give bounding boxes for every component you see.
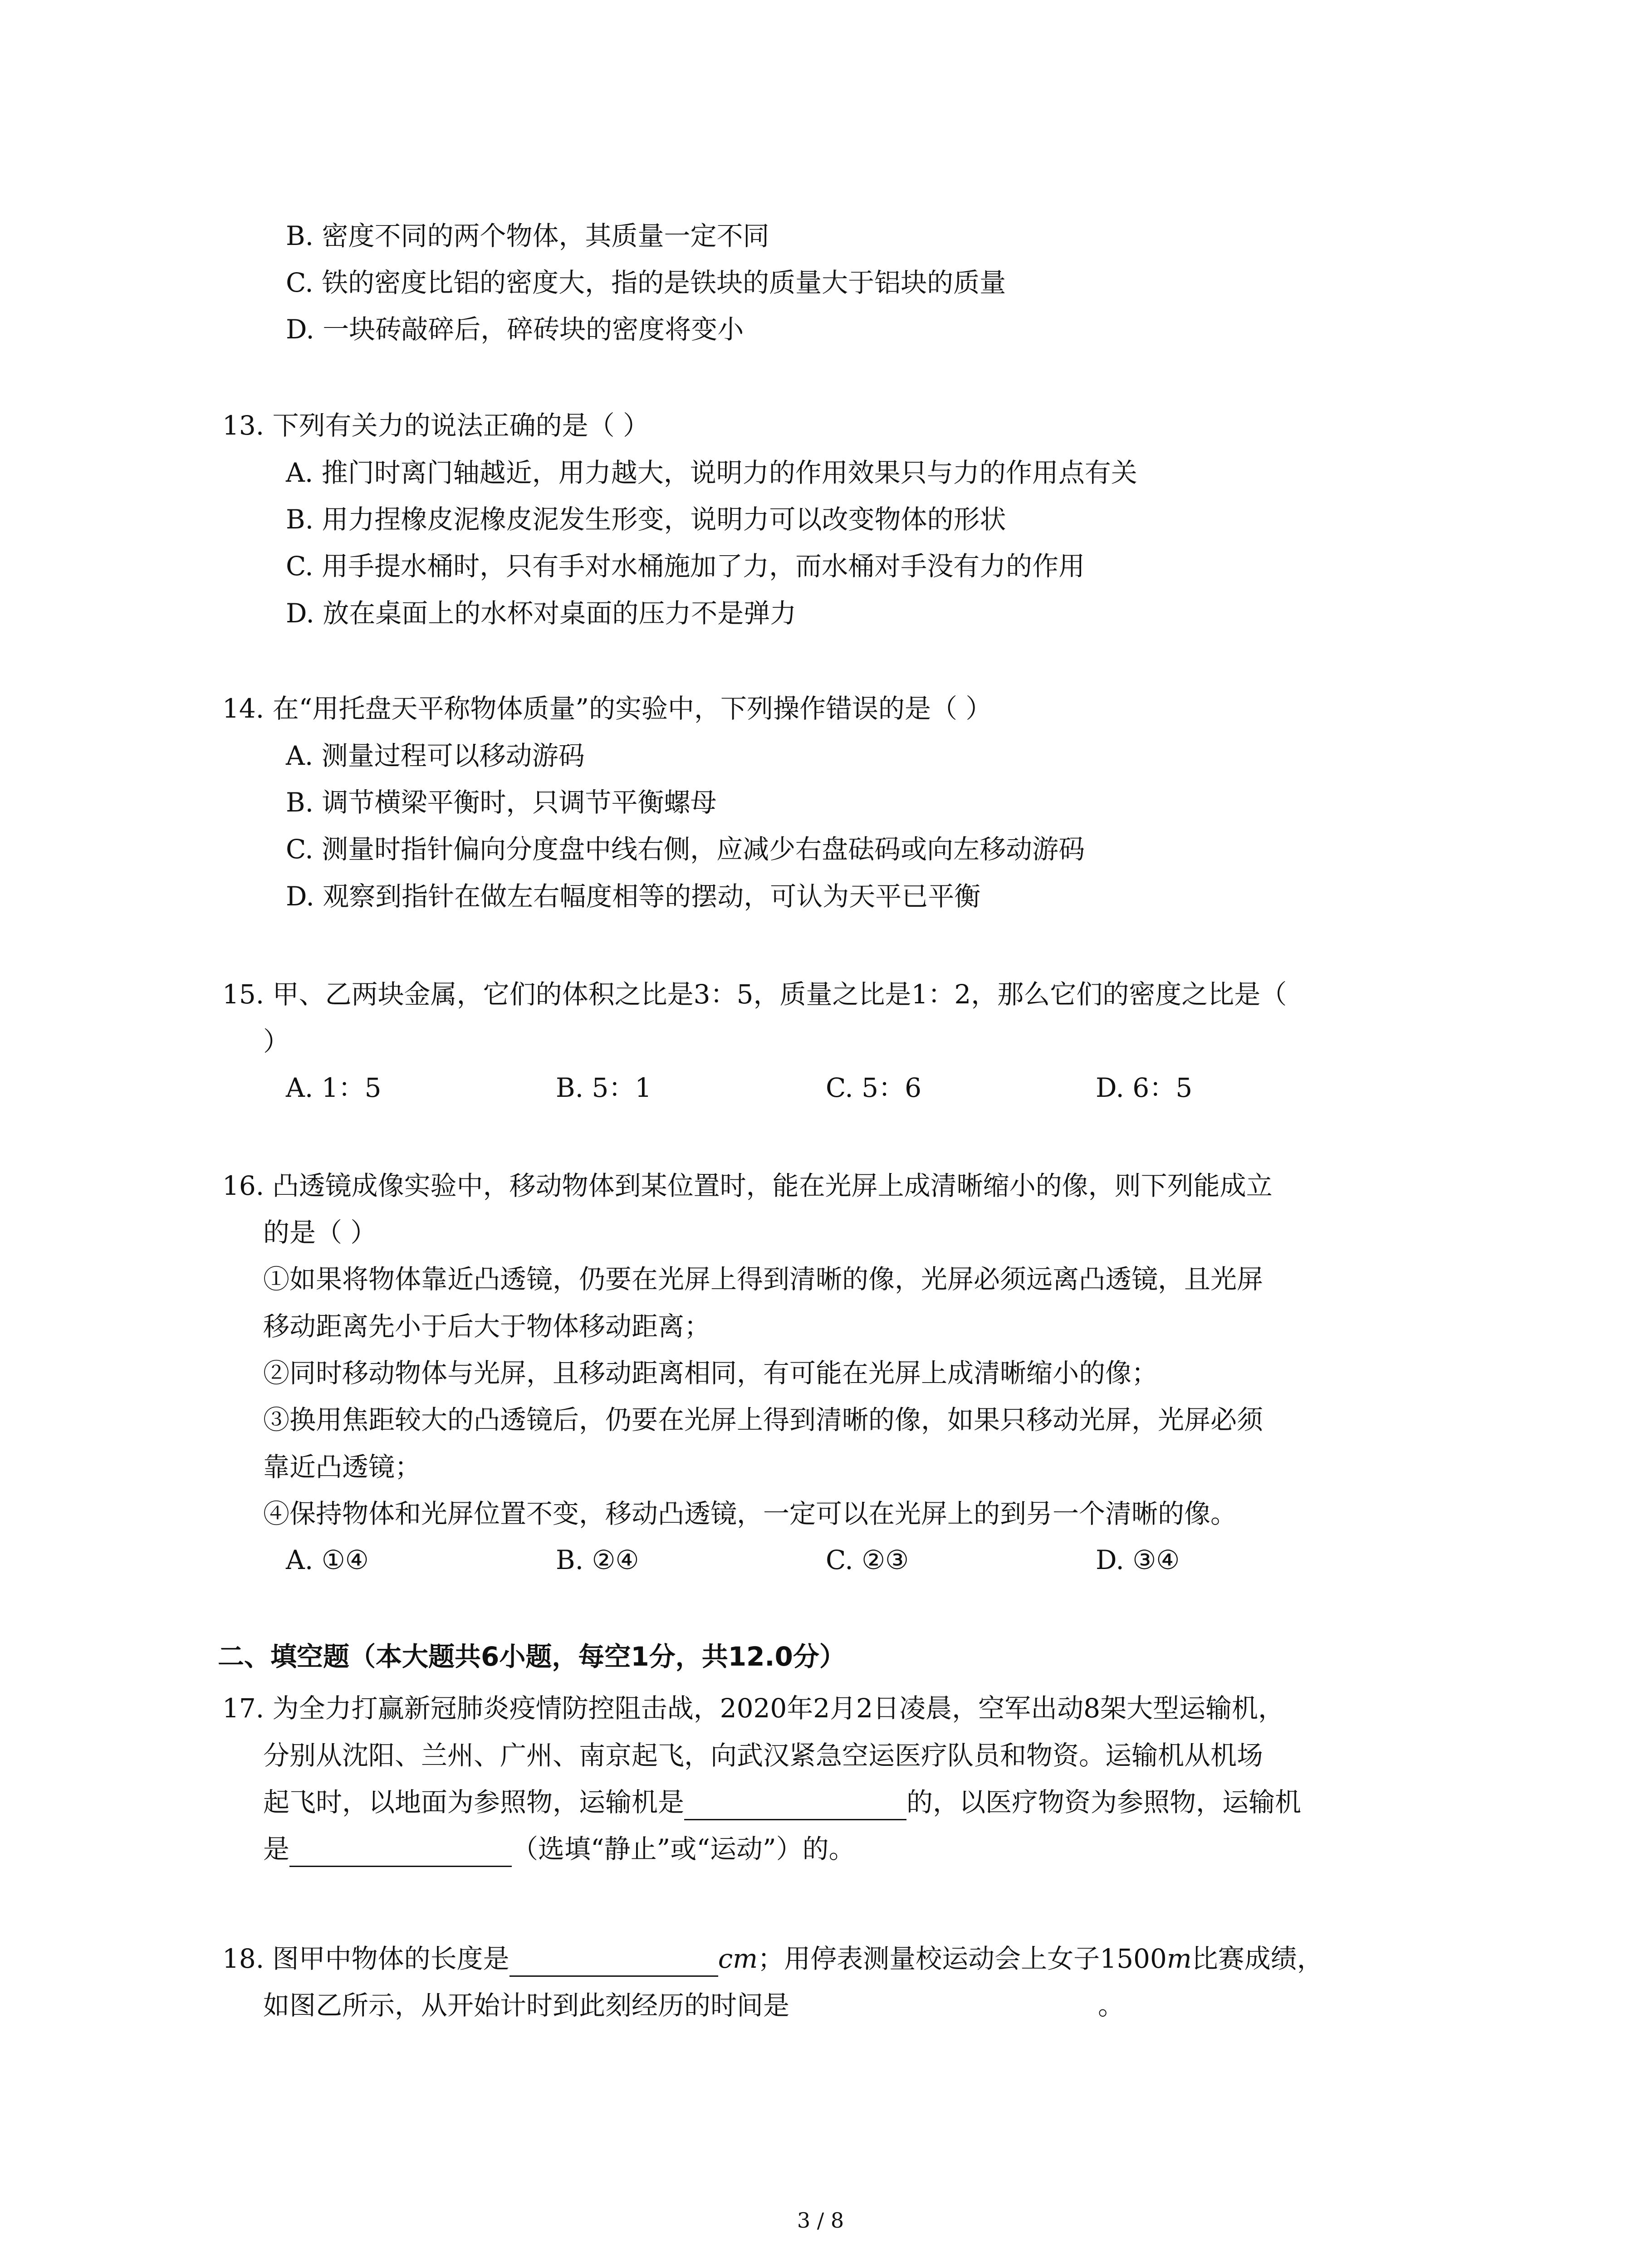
q13-option-c: C. 用手提水桶时，只有手对水桶施加了力，而水桶对手没有力的作用 xyxy=(286,551,1085,582)
q18-unit-cm: cm xyxy=(718,1943,758,1974)
q15-option-c: C. 5：6 xyxy=(826,1072,921,1103)
q13-option-d: D. 放在桌面上的水杯对桌面的压力不是弹力 xyxy=(286,598,797,629)
q16-options xyxy=(0,1542,1641,1578)
q15-option-a: A. 1：5 xyxy=(286,1072,382,1103)
q16-statement-1-line2: 移动距离先小于后大于物体移动距离； xyxy=(263,1311,711,1342)
q14-option-d: D. 观察到指针在做左右幅度相等的摆动，可认为天平已平衡 xyxy=(286,881,981,912)
q17-line3-text-b: 的，以医疗物资为参照物，运输机 xyxy=(906,1787,1302,1818)
q14-option-b: B. 调节横梁平衡时，只调节平衡螺母 xyxy=(286,787,717,818)
q12-option-b: B. 密度不同的两个物体，其质量一定不同 xyxy=(286,220,769,251)
q12-option-c: C. 铁的密度比铝的密度大，指的是铁块的质量大于铝块的质量 xyxy=(286,267,1006,298)
q18-line2 xyxy=(263,1987,1124,2024)
q17-line3-text-a: 起飞时，以地面为参照物，运输机是 xyxy=(263,1787,685,1818)
q16-stem-line1: 16. 凸透镜成像实验中，移动物体到某位置时，能在光屏上成清晰缩小的像，则下列能成立 xyxy=(222,1170,1273,1201)
q17-answer-blank-1[interactable] xyxy=(684,1792,906,1820)
q14-option-a: A. 测量过程可以移动游码 xyxy=(286,740,585,771)
page-number: 3 / 8 xyxy=(797,2208,844,2233)
q18-line1 xyxy=(222,1941,1323,1977)
section-2-title: 二、填空题（本大题共6小题，每空1分，共12.0分） xyxy=(218,1641,846,1672)
q16-option-b: B. ②④ xyxy=(556,1545,639,1575)
q18-answer-blank-1[interactable] xyxy=(509,1948,718,1977)
q16-statement-2: ②同时移动物体与光屏，且移动距离相同，有可能在光屏上成清晰缩小的像； xyxy=(263,1358,1158,1388)
q18-line1-text-c: 比赛成绩， xyxy=(1191,1943,1323,1974)
q17-line1: 17. 为全力打赢新冠肺炎疫情防控阻击战，2020年2月2日凌晨，空军出动8架大型运输机， xyxy=(222,1693,1284,1724)
q17-answer-blank-2[interactable] xyxy=(289,1838,512,1867)
q17-line3 xyxy=(263,1784,1301,1820)
q13-stem: 13. 下列有关力的说法正确的是（ ） xyxy=(222,410,650,441)
q16-statement-3-line1: ③换用焦距较大的凸透镜后，仍要在光屏上得到清晰的像，如果只移动光屏，光屏必须 xyxy=(263,1404,1264,1435)
q16-option-a: A. ①④ xyxy=(286,1545,369,1575)
q18-line2-text-a: 如图乙所示，从开始计时到此刻经历的时间是 xyxy=(263,1990,790,2021)
q15-stem-line1: 15. 甲、乙两块金属，它们的体积之比是3：5，质量之比是1：2，那么它们的密度之比是（ xyxy=(222,979,1287,1010)
q16-statement-4: ④保持物体和光屏位置不变，移动凸透镜，一定可以在光屏上的到另一个清晰的像。 xyxy=(263,1498,1237,1529)
q18-line1-text-b: ；用停表测量校运动会上女子1500 xyxy=(758,1943,1167,1974)
q15-stem-line2: ） xyxy=(263,1026,290,1057)
q15-option-d: D. 6：5 xyxy=(1096,1072,1193,1103)
q13-option-a: A. 推门时离门轴越近，用力越大，说明力的作用效果只与力的作用点有关 xyxy=(286,457,1137,488)
q18-line1-text-a: 18. 图甲中物体的长度是 xyxy=(222,1943,509,1974)
q17-line4 xyxy=(263,1831,855,1867)
q16-statement-1-line1: ①如果将物体靠近凸透镜，仍要在光屏上得到清晰的像，光屏必须远离凸透镜，且光屏 xyxy=(263,1264,1264,1295)
q15-option-b: B. 5：1 xyxy=(556,1072,652,1103)
q14-stem: 14. 在“用托盘天平称物体质量”的实验中，下列操作错误的是（ ） xyxy=(222,693,992,724)
q18-line2-text-b: 。 xyxy=(1098,1990,1125,2021)
q18-unit-m: m xyxy=(1166,1943,1192,1974)
q16-option-c: C. ②③ xyxy=(826,1545,909,1575)
q15-options xyxy=(0,1070,1641,1106)
q16-stem-line2: 的是（ ） xyxy=(263,1217,377,1248)
q13-option-b: B. 用力捏橡皮泥橡皮泥发生形变，说明力可以改变物体的形状 xyxy=(286,504,1006,535)
q14-option-c: C. 测量时指针偏向分度盘中线右侧，应减少右盘砝码或向左移动游码 xyxy=(286,834,1085,865)
q17-line4-text-b: （选填“静止”或“运动”）的。 xyxy=(512,1833,855,1864)
q12-option-d: D. 一块砖敲碎后，碎砖块的密度将变小 xyxy=(286,314,744,345)
q17-line2: 分别从沈阳、兰州、广州、南京起飞，向武汉紧急空运医疗队员和物资。运输机从机场 xyxy=(263,1740,1264,1771)
q17-line4-text-a: 是 xyxy=(263,1833,290,1864)
q16-option-d: D. ③④ xyxy=(1096,1545,1180,1575)
q16-statement-3-line2: 靠近凸透镜； xyxy=(263,1452,421,1482)
